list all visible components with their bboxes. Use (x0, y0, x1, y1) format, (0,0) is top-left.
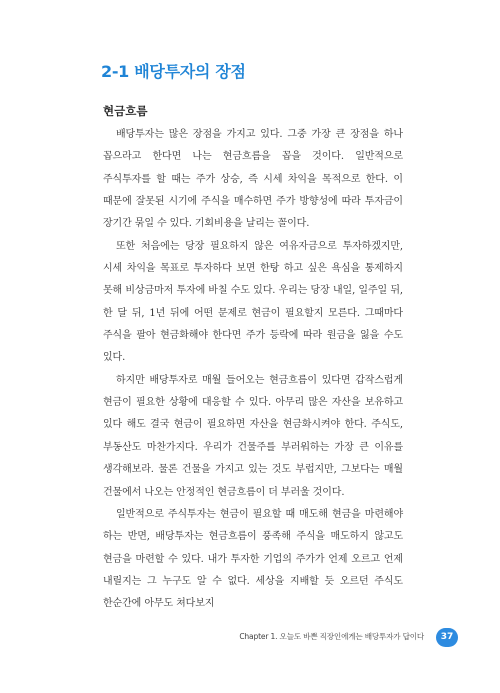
body-text (103, 124, 403, 616)
running-footer: Chapter 1. 오늘도 바쁜 직장인에게는 배당투자가 답이다 (239, 632, 424, 641)
subsection-heading: 현금흐름 (103, 104, 148, 118)
paragraph-3: 하지만 배당투자로 매월 들어오는 현금흐름이 있다면 갑작스럽게 현금이 필요한 상황에 대응할 수 있다. 아무리 많은 자산을 보유하고 있다 해도 결국 현금이 필요하면 자산을 현금화시켜야 한다. 주식도, 부동산도 마찬가지다. 우리가 건물주를 부러워하는 가장 큰 이유를 생각해보라. 물론 건물을 가지고 있는 것도 부럽지만, 그보다는 매월 건물에서 나오는 안정적인 현금흐름이 더 부러울 것이다. (103, 374, 403, 498)
paragraph-1: 배당투자는 많은 장점을 가지고 있다. 그중 가장 큰 장점을 하나 꼽으라고 한다면 나는 현금흐름을 꼽을 것이다. 일반적으로 주식투자를 할 때는 주가 상승, 즉 시세 차익을 목적으로 한다. 이 때문에 잘못된 시기에 주식을 매수하면 주가 방향성에 따라 투자금이 장기간 묶일 수 있다. 기회비용을 날리는 꼴이다. (103, 129, 403, 230)
paragraph-4: 일반적으로 주식투자는 현금이 필요할 때 매도해 현금을 마련해야 하는 반면, 배당투자는 현금흐름이 풍족해 주식을 매도하지 않고도 현금을 마련할 수 있다. 내가 투자한 기업의 주가가 언제 오르고 언제 내릴지는 그 누구도 알 수 없다. 세상을 지배할 듯 오르던 주식도 한순간에 아무도 쳐다보지 (103, 508, 403, 610)
paragraph-2: 또한 처음에는 당장 필요하지 않은 여유자금으로 투자하겠지만, 시세 차익을 목표로 투자하다 보면 한탕 하고 싶은 욕심을 통제하지 못해 비상금마저 투자에 바칠 수도 있다. 우리는 당장 내일, 일주일 뒤, 한 달 뒤, 1년 뒤에 어떤 문제로 현금이 필요할지 모른다. 그때마다 주식을 팔아 현금화해야 한다면 주가 등락에 따라 원금을 잃을 수도 있다. (103, 240, 403, 364)
page-number-badge: 37 (436, 628, 458, 647)
section-title: 2-1 배당투자의 장점 (101, 62, 246, 81)
